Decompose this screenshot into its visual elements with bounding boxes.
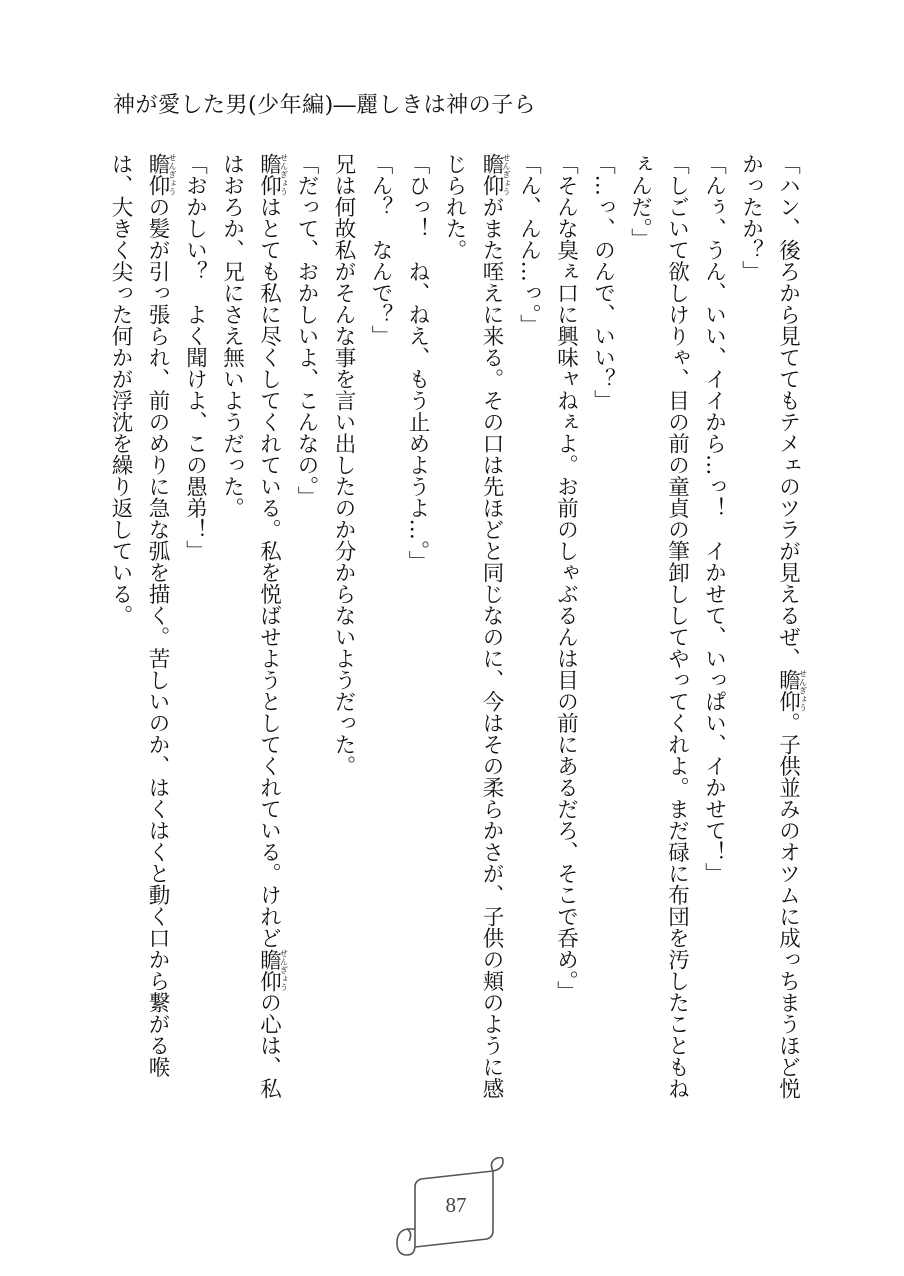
text-line: 兄は何故私がそんな事を言い出したのか分からないようだった。 — [331, 153, 356, 777]
text-line: 「そんな臭ぇ口に興味ャねぇよ。お前のしゃぶるんは目の前にあるだろ、そこで呑め。」 — [553, 153, 579, 1003]
ruby-word: 瞻仰せんぎょう — [775, 669, 807, 712]
page-number: 87 — [445, 1193, 467, 1217]
vertical-body-text — [87, 153, 807, 1113]
text-line: 「ひっ！ ね、ねえ、もう止めようよ…。」 — [405, 153, 430, 573]
text-line: 瞻仰せんぎょうがまた咥えに来る。その口は先ほどと同じなのに、今はその柔らかさが、子供の頬のように感じられた。 — [442, 153, 511, 1099]
text-line: 「おかしい？ よく聞けよ、この愚弟！」 — [182, 153, 208, 562]
text-line: 「ハン、後ろから見ててもテメェのツラが見えるぜ、瞻仰せんぎょう。子供並みのオツムに成っちまうほど悦かったか？」 — [738, 153, 807, 1099]
running-header: 神が愛した男(少年編)―麗しきは神の子ら — [113, 93, 537, 118]
text-line: 「ん、んん…っ。」 — [516, 153, 542, 336]
text-line: 「しごいて欲しけりゃ、目の前の童貞の筆卸ししてやってくれよ。まだ碌に布団を汚したこともねぇんだ。」 — [627, 153, 690, 1099]
text-line: 「ん？ なんで？」 — [368, 153, 393, 347]
text-line: 瞻仰せんぎょうの髪が引っ張られ、前のめりに急な弧を描く。苦しいのか、はくはくと動く口から繋がる喉は、大きく尖った何かが浮沈を繰り返している。 — [108, 153, 177, 1078]
text-line: 「んぅ、うん、いい、イイから…っ！ イかせて、いっぱい、イかせて！」 — [701, 153, 727, 884]
text-line: 「だって、おかしいよ、こんなの。」 — [294, 153, 319, 508]
ruby-word: 瞻仰せんぎょう — [145, 153, 177, 196]
ruby-word: 瞻仰せんぎょう — [256, 153, 289, 196]
ruby-word: 瞻仰せんぎょう — [256, 948, 289, 992]
text-line: 瞻仰せんぎょうはとても私に尽くしてくれている。私を悦ばせようとしてくれている。けれど瞻仰せんぎょうの心は、私はおろか、兄にさえ無いようだった。 — [219, 153, 289, 1099]
ruby-word: 瞻仰せんぎょう — [479, 153, 511, 196]
text-line: 「…っ、のんで、いい？」 — [590, 153, 616, 411]
